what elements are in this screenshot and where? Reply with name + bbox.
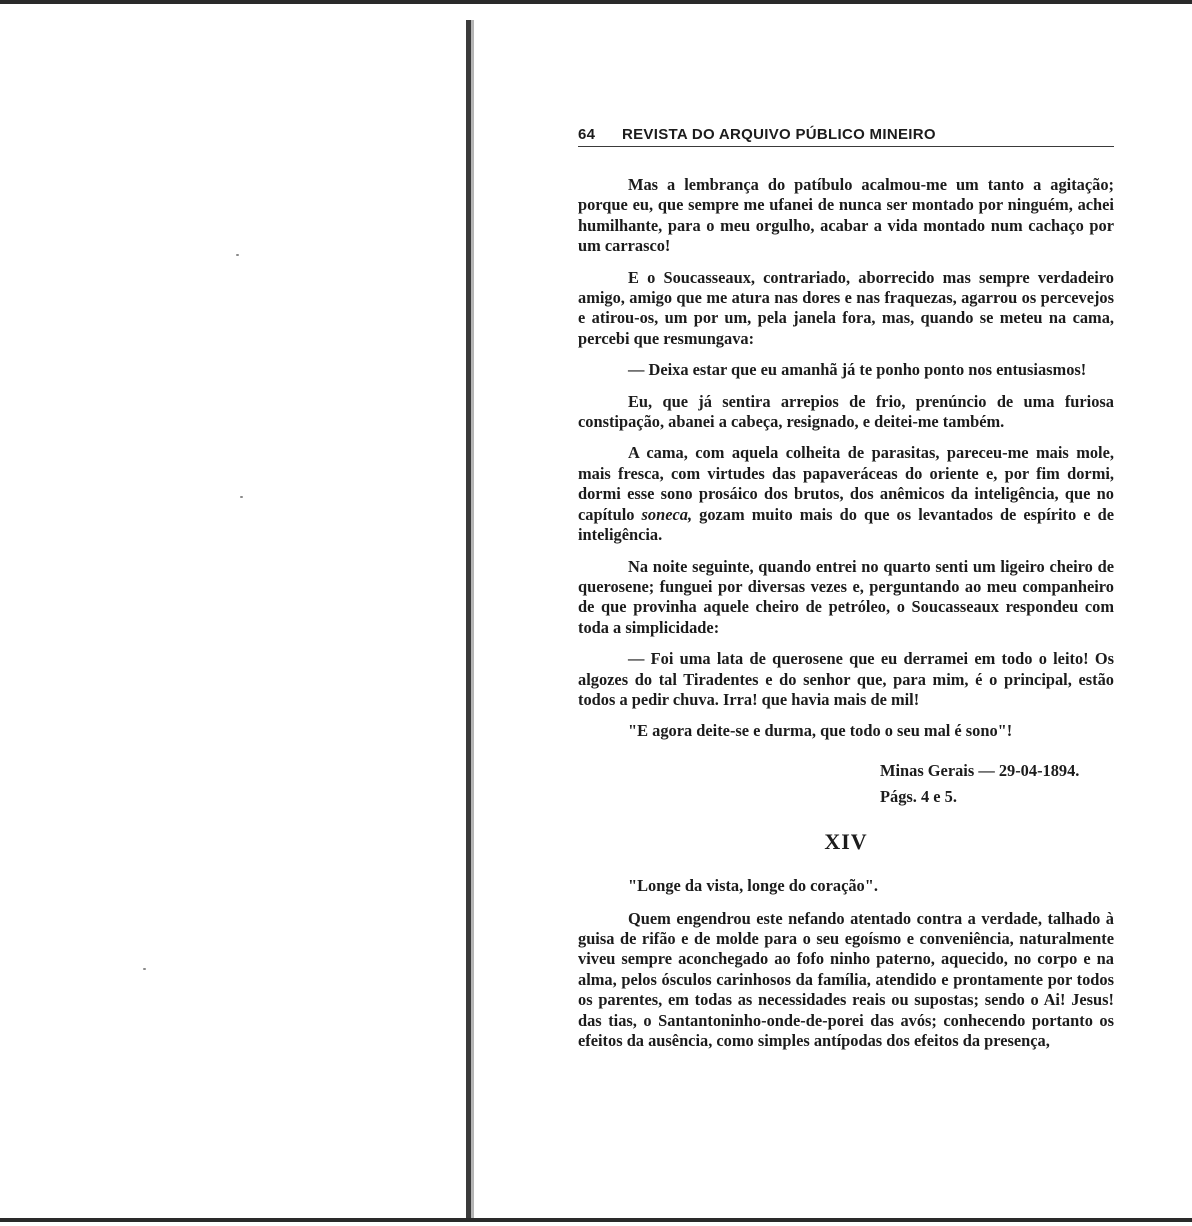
journal-title: REVISTA DO ARQUIVO PÚBLICO MINEIRO: [622, 126, 936, 143]
running-head: [578, 124, 1114, 147]
blank-left-page: [0, 4, 466, 1218]
emphasized-word: soneca,: [641, 504, 693, 524]
scan-speck: [143, 968, 146, 970]
paragraph-text: gozam muito mais do que os levantados de espírito e de inteligência.: [578, 504, 1114, 545]
source-pages: Págs. 4 e 5.: [880, 786, 957, 806]
dialogue-paragraph: — Foi uma lata de querosene que eu derramei em todo o leito! Os algozes do tal Tiradentes e do senhor que, para mim, é o principal, estão todos a pedir chuva. Irra! que havia mais de mil!: [578, 649, 1114, 709]
closing-quote: "E agora deite-se e durma, que todo o seu mal é sono"!: [628, 721, 1013, 741]
right-page: [578, 124, 1114, 1062]
paragraph-text: A cama, com aquela colheita de parasitas, pareceu-me mais mole, mais fresca, com virtudes das papaveráceas do oriente e, por fim dormi, dormi esse sono prosáico dos brutos, dos anêmicos da inteligência, que no capítulo: [578, 443, 1114, 524]
body-text: [578, 175, 1114, 1051]
book-gutter-shadow: [471, 20, 474, 1218]
source-newspaper-date: Minas Gerais — 29-04-1894.: [880, 760, 1080, 780]
paragraph: E o Soucasseaux, contrariado, aborrecido mas sempre verdadeiro amigo, amigo que me atura nas dores e nas fraquezas, agarrou os percevejos e atirou-os, um por um, pela janela fora, mas, quando se meteu na cama, percebi que resmungava:: [578, 267, 1114, 348]
source-citation: [880, 758, 1114, 810]
scan-speck: [236, 254, 239, 256]
section-heading: XIV: [824, 828, 868, 854]
scan-bottom-edge: [0, 1218, 1192, 1222]
page-number: 64: [578, 126, 596, 143]
dialogue-paragraph: — Deixa estar que eu amanhã já te ponho ponto nos entusiasmos!: [628, 360, 1087, 380]
section-epigraph: "Longe da vista, longe do coração".: [628, 876, 878, 896]
paragraph: Na noite seguinte, quando entrei no quarto senti um ligeiro cheiro de querosene; funguei por diversas vezes e, perguntando ao meu companheiro de que provinha aquele cheiro de petróleo, o Soucasseaux respondeu com toda a simplicidade:: [578, 556, 1114, 637]
paragraph: Eu, que já sentira arrepios de frio, prenúncio de uma furiosa constipação, abanei a cabeça, resignado, e deitei-me também.: [578, 391, 1114, 432]
scan-speck: [240, 496, 243, 498]
paragraph-soneca: [578, 443, 1114, 545]
paragraph: Mas a lembrança do patíbulo acalmou-me um tanto a agitação; porque eu, que sempre me ufanei de nunca ser montado por ninguém, achei humilhante, para o meu orgulho, acabar a vida montado num cachaço por um carrasco!: [578, 175, 1114, 256]
paragraph: Quem engendrou este nefando atentado contra a verdade, talhado à guisa de rifão e de molde para o seu egoísmo e conveniência, naturalmente viveu sempre aconchegado ao fofo ninho paterno, aquecido, no corpo e na alma, pelos ósculos carinhosos da família, atendido e prontamente por todos os parentes, em todas as necessidades reais ou supostas; sendo o Ai! Jesus! das tias, o Santantoninho-onde-de-porei das avós; conhecendo portanto os efeitos da ausência, como simples antípodas dos efeitos da presença,: [578, 908, 1114, 1050]
